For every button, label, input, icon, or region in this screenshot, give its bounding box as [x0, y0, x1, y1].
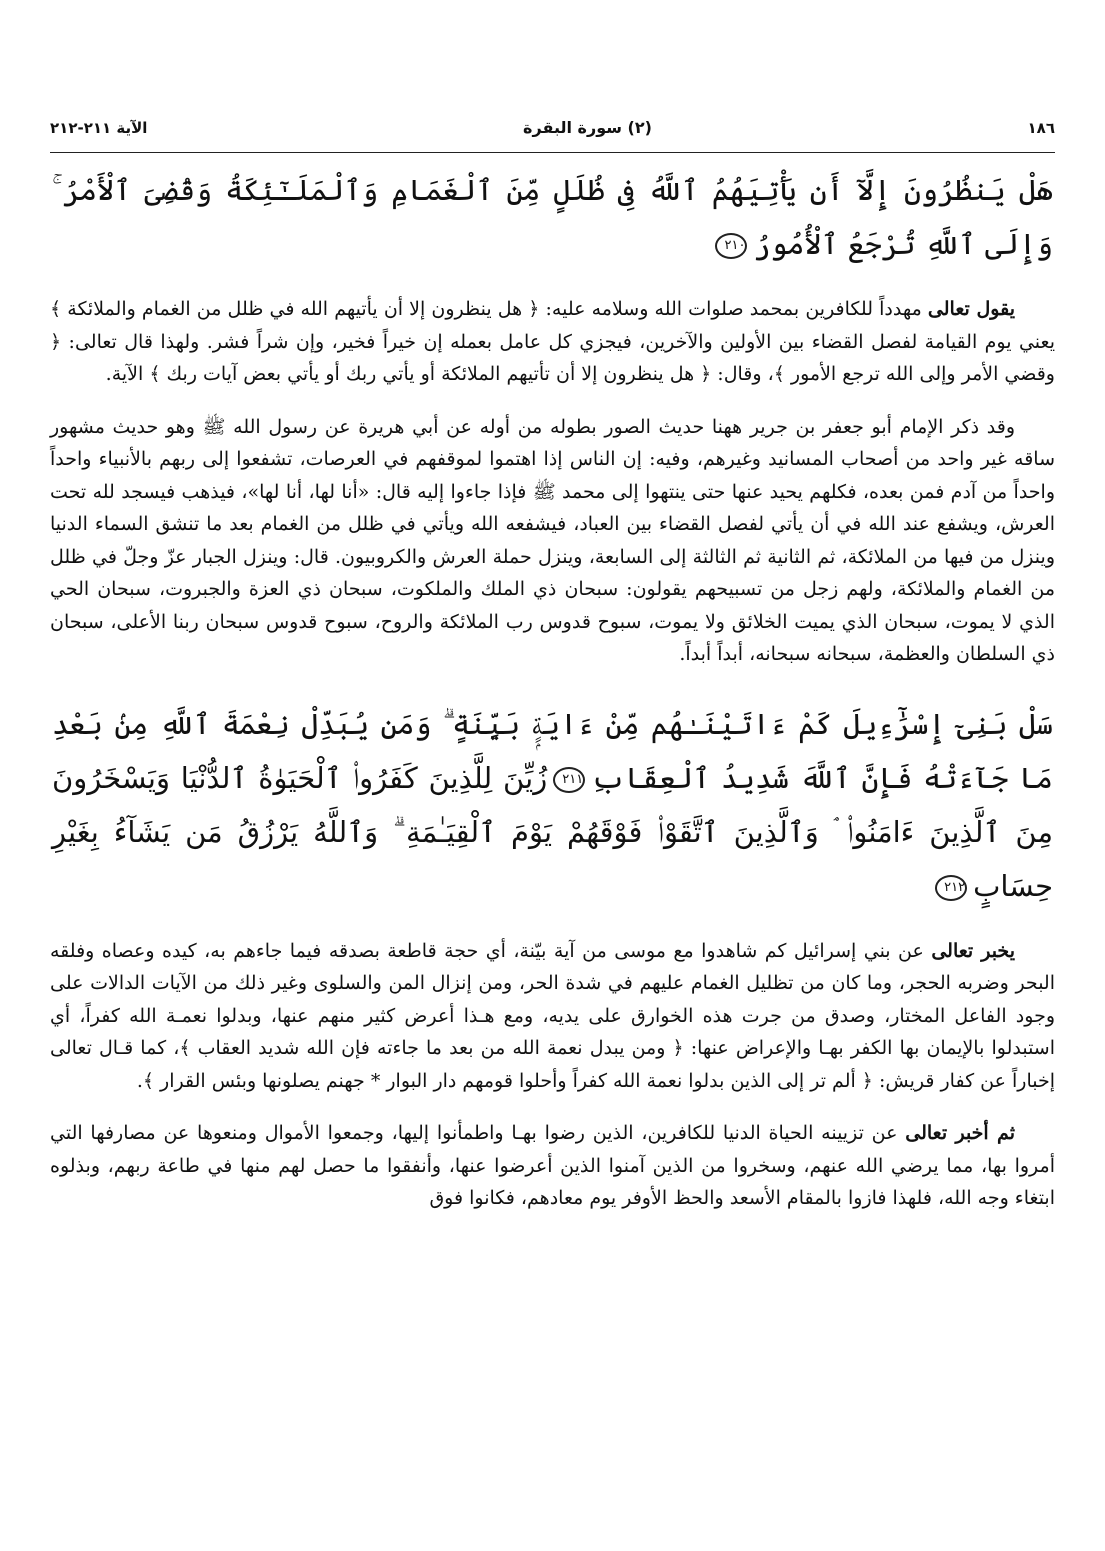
header-rule [50, 152, 1055, 153]
paragraph-text: عن بني إسرائيل كم شاهدوا مع موسى من آية بيّنة، أي حجة قاطعة بصدقه فيما جاءهم به، كيده وعصاه وفلقه البحر وضربه الحجر، وما كان من تظليل الغمام عليهم في شدة الحر، ومن إنزال المن والسلوى وغير ذلك من الآيات الدالات على وجود الفاعل المختار، وصدق من جرت هذه الخوارق على يديه، ومع هـذا أعرض كثير منهم عنها، وبدلوا نعمـة الله كفراً، أي استبدلوا بالإيمان بها الكفر بهـا والإعراض عنها: ﴿ ومن يبدل نعمة الله من بعد ما جاءته فإن الله شديد العقاب ﴾، كما قـال تعالى إخباراً عن كفار قريش: ﴿ ألم تر إلى الذين بدلوا نعمة الله كفراً وأحلوا قومهم دار البوار * جهنم يصلونها وبئس القرار ﴾. [50, 939, 1055, 1092]
paragraph-text: عن تزيينه الحياة الدنيا للكافرين، الذين رضوا بهـا واطمأنوا إليها، وجمعوا الأموال ومنعوها عن مصارفها التي أمروا بها، مما يرضي الله عنهم، وسخروا من الذين آمنوا الذين أعرضوا عنها، وأنفقوا ما حصل لهم منها في طاعة ربهم، وبذلوه ابتغاء وجه الله، فلهذا فازوا بالمقام الأسعد والحظ الأوفر يوم معادهم، فكانوا فوق [50, 1122, 1055, 1209]
paragraph-lead: ثم أخبر تعالى [905, 1122, 1015, 1144]
ayah-number-marker: ٢١١ [553, 767, 585, 793]
running-header [50, 118, 1055, 146]
page-number: ١٨٦ [1027, 119, 1055, 137]
paragraph-text: مهدداً للكافرين بمحمد صلوات الله وسلامه عليه: ﴿ هل ينظرون إلا أن يأتيهم الله في ظلل من الغمام والملائكة ﴾ يعني يوم القيامة لفصل القضاء بين الأولين والآخرين، فيجزي كل عامل بعمله إن خيراً فخير، وإن شراً فشر. ولهذا قال تعالى: ﴿ وقضي الأمر وإلى الله ترجع الأمور ﴾، وقال: ﴿ هل ينظرون إلا أن تأتيهم الملائكة أو يأتي ربك أو يأتي بعض آيات ربك ﴾ الآية. [50, 298, 1055, 385]
commentary-paragraph [50, 293, 1055, 391]
commentary-paragraph [50, 1117, 1055, 1215]
paragraph-lead: يقول تعالى [927, 298, 1015, 320]
verse-text: سَلْ بَنِىٓ إِسْرَٰٓءِيلَ كَمْ ءَاتَيْنَـٰهُم مِّنْ ءَايَةٍۭ بَيِّنَةٍ ۗ وَمَن يُبَدِّلْ نِعْمَةَ ٱللَّهِ مِنۢ بَعْدِ مَا جَآءَتْهُ فَإِنَّ ٱللَّهَ شَدِيدُ ٱلْعِقَابِ [52, 706, 1054, 795]
surah-title: (٢) سورة البقرة [523, 118, 652, 137]
quran-verse-210 [50, 163, 1055, 271]
ayah-number-marker: ٢١٢ [935, 875, 967, 901]
paragraph-text: وقد ذكر الإمام أبو جعفر بن جرير ههنا حديث الصور بطوله من أوله عن أبي هريرة عن رسول الله ﷺ وهو حديث مشهور ساقه غير واحد من أصحاب المسانيد وغيرهم، وفيه: إن الناس إذا اهتموا لموقفهم في العرصات، تشفعوا إلى ربهم بالأنبياء واحداً واحداً من آدم فمن بعده، فكلهم يحيد عنها حتى ينتهوا إلى محمد ﷺ فإذا جاءوا إليه قال: «أنا لها، أنا لها»، فيذهب فيسجد لله تحت العرش، ويشفع عند الله في أن يأتي لفصل القضاء بين العباد، فيشفعه الله ويأتي في ظلل من الغمام بعد ما تنشق السماء الدنيا وينزل من فيها من الملائكة، ثم الثانية ثم الثالثة إلى السابعة، وينزل حملة العرش والكروبيون. قال: وينزل الجبار عزّ وجلّ في ظلل من الغمام والملائكة، ولهم زجل من تسبيحهم يقولون: سبحان ذي الملك والملكوت، سبحان ذي العزة والجبروت، سبحان الحي الذي لا يموت، سبحان الذي يميت الخلائق ولا يموت، سبوح قدوس رب الملائكة والروح، سبوح قدوس سبحان ربنا الأعلى، سبحان ذي السلطان والعظمة، سبحانه سبحانه، أبداً أبداً. [50, 415, 1055, 665]
ayah-number-marker: ٢١٠ [715, 233, 747, 259]
commentary-paragraph [50, 411, 1055, 671]
verse-text: زُيِّنَ لِلَّذِينَ كَفَرُوا۟ ٱلْحَيَوٰةُ ٱلدُّنْيَا وَيَسْخَرُونَ مِنَ ٱلَّذِينَ ءَامَنُوا۟ ۘ وَٱلَّذِينَ ٱتَّقَوْا۟ فَوْقَهُمْ يَوْمَ ٱلْقِيَـٰمَةِ ۗ وَٱللَّهُ يَرْزُقُ مَن يَشَآءُ بِغَيْرِ حِسَابٍ [52, 760, 1053, 903]
paragraph-lead: يخبر تعالى [931, 939, 1015, 962]
commentary-paragraph [50, 935, 1055, 1098]
quran-verses-211-212 [50, 697, 1055, 913]
ayah-range: الآية ٢١١-٢١٢ [50, 119, 148, 137]
verse-text: هَلْ يَنظُرُونَ إِلَّآ أَن يَأْتِيَهُمُ ٱللَّهُ فِى ظُلَلٍ مِّنَ ٱلْغَمَامِ وَٱلْمَلَـٰٓئِكَةُ وَقُضِىَ ٱلْأَمْرُ ۚ وَإِلَى ٱللَّهِ تُرْجَعُ ٱلْأُمُورُ [52, 173, 1053, 261]
book-page [50, 118, 1055, 1234]
